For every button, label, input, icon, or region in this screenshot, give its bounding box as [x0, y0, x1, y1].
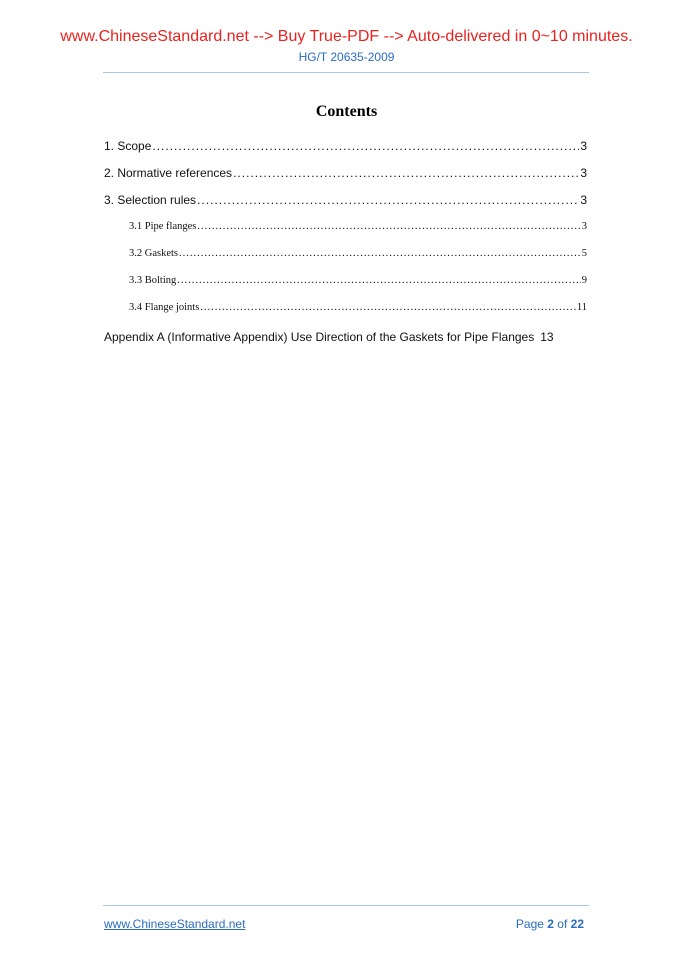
footer-site-link[interactable]: www.ChineseStandard.net [104, 917, 246, 931]
toc-title: Contents [315, 103, 378, 120]
toc-entry-page: 13 [540, 330, 554, 344]
toc-entry-normative-references[interactable] [104, 166, 587, 180]
toc-entry-label: Appendix A (Informative Appendix) Use Direction of the Gaskets for Pipe Flanges [104, 330, 535, 344]
toc-entry-label: 3.3 Bolting [129, 275, 177, 286]
page-total: 22 [570, 917, 584, 931]
toc-entry-scope[interactable] [104, 139, 587, 153]
toc-leader-dots [177, 275, 580, 286]
toc-leader-dots [197, 193, 579, 207]
page-of: of [553, 917, 571, 931]
toc-entry-label: 1. Scope [104, 139, 152, 153]
footer-divider [103, 905, 589, 906]
toc-entry-label: 3.1 Pipe flanges [129, 221, 197, 232]
toc-entry-page: 11 [576, 302, 587, 313]
toc-entry-page: 3 [580, 166, 587, 180]
toc-entry-label: 2. Normative references [104, 166, 233, 180]
toc-entry-page: 5 [581, 248, 587, 259]
toc-entry-label: 3. Selection rules [104, 193, 197, 207]
toc-entry-label: 3.4 Flange joints [129, 302, 200, 313]
toc-entry-page: 3 [580, 193, 587, 207]
toc-entry-bolting[interactable] [129, 275, 587, 286]
toc-entry-appendix-a[interactable] [104, 330, 587, 344]
toc-leader-dots [152, 139, 579, 153]
document-code: HG/T 20635-2009 [298, 50, 395, 64]
page-current: 2 [547, 917, 554, 931]
page-prefix: Page [515, 917, 548, 931]
toc-entry-pipe-flanges[interactable] [129, 221, 587, 232]
toc-leader-dots [197, 221, 580, 232]
toc-entry-page: 9 [581, 275, 587, 286]
toc-entry-page: 3 [581, 221, 587, 232]
toc-entry-label: 3.2 Gaskets [129, 248, 178, 259]
toc-entry-selection-rules[interactable] [104, 193, 587, 207]
toc-leader-dots [200, 302, 576, 313]
toc-leader-dots [233, 166, 579, 180]
toc-entry-gaskets[interactable] [129, 248, 587, 259]
toc-entry-page: 3 [580, 139, 587, 153]
page-number [516, 917, 584, 931]
toc-leader-dots [179, 248, 581, 259]
site-banner[interactable]: www.ChineseStandard.net --> Buy True-PDF --> Auto-delivered in 0~10 minutes. [60, 28, 633, 45]
toc-entry-flange-joints[interactable] [129, 302, 587, 313]
header-divider [103, 72, 589, 73]
